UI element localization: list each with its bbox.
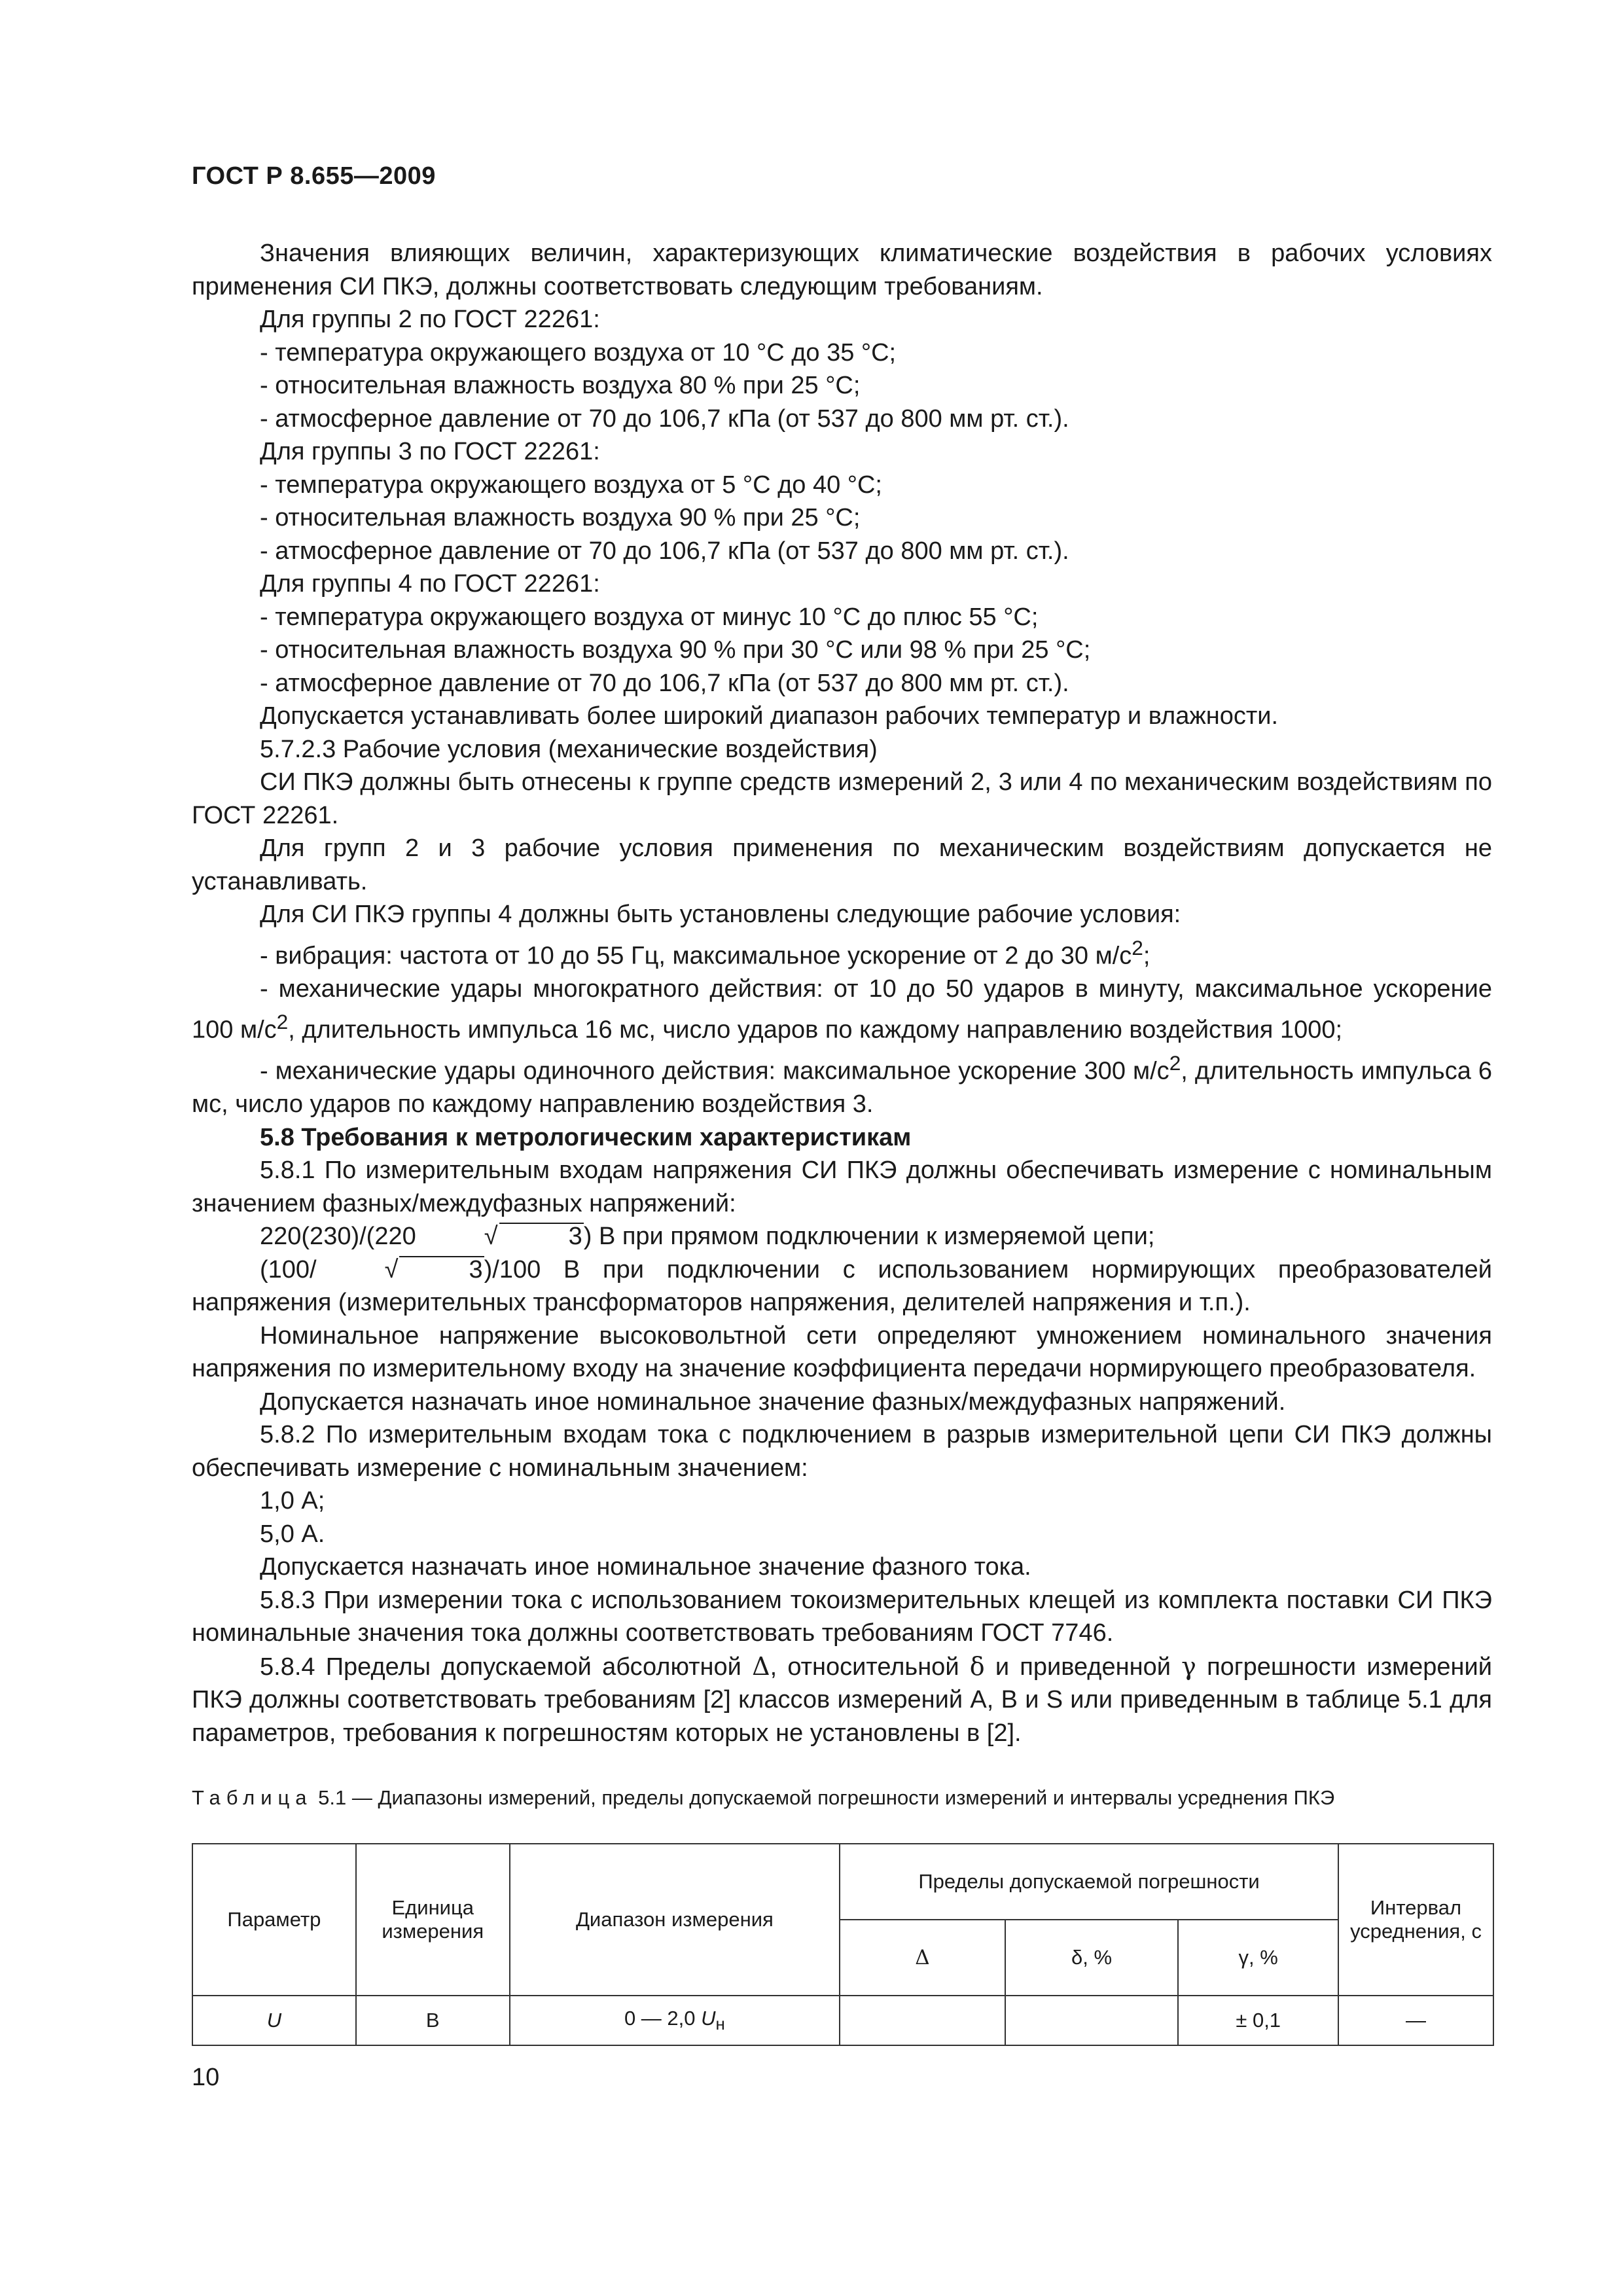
header-red: γ, % bbox=[1178, 1920, 1338, 1996]
paragraph bbox=[192, 1650, 1492, 1750]
paragraph: Допускается устанавливать более широкий диапазон рабочих температур и влажности. bbox=[260, 702, 1279, 730]
list-item: - атмосферное давление от 70 до 106,7 кПа (от 537 до 800 мм рт. ст.). bbox=[260, 404, 1069, 433]
gamma-symbol: γ bbox=[1181, 1651, 1196, 1681]
range-text: 0 — 2,0 bbox=[624, 2006, 702, 2030]
cell-param: U bbox=[192, 1996, 356, 2045]
text-span: )/100 В при подключении с использованием нормирующих преобразователей напряжения (измерительных трансформаторов напряжения, делителей напряжения и т.п.). bbox=[192, 1255, 1492, 1317]
section-heading: 5.8 Требования к метрологическим характеристикам bbox=[260, 1123, 912, 1151]
list-item bbox=[192, 931, 1492, 973]
sqrt-sign: √ bbox=[384, 1255, 399, 1283]
section-heading: 5.7.2.3 Рабочие условия (механические воздействия) bbox=[260, 735, 878, 763]
text-span: ; bbox=[1143, 942, 1150, 970]
text-span: - механические удары одиночного действия: максимальное ускорение 300 м/с bbox=[260, 1057, 1169, 1085]
table-row bbox=[192, 1996, 1493, 2045]
header-param: Параметр bbox=[192, 1844, 356, 1996]
list-item: 1,0 А; bbox=[260, 1487, 325, 1515]
list-item: - атмосферное давление от 70 до 106,7 кПа (от 537 до 800 мм рт. ст.). bbox=[260, 537, 1069, 565]
list-item: - температура окружающего воздуха от 10 °С до 35 °С; bbox=[260, 338, 897, 367]
paragraph bbox=[192, 1220, 1492, 1253]
header-unit: Единица измерения bbox=[356, 1844, 510, 1996]
header-abs: Δ bbox=[840, 1920, 1005, 1996]
cell-range bbox=[510, 1996, 840, 2045]
text-span: , длительность импульса 6 мс, число ударов по каждому направлению воздействия 3. bbox=[192, 1057, 1492, 1119]
list-item: - температура окружающего воздуха от 5 °С до 40 °С; bbox=[260, 471, 882, 499]
document-header: ГОСТ Р 8.655—2009 bbox=[192, 162, 436, 190]
caption-text: 5.1 — Диапазоны измерений, пределы допускаемой погрешности измерений и интервалы усреднения ПКЭ bbox=[312, 1786, 1335, 1809]
text-span: 220(230)/(220 bbox=[260, 1223, 416, 1251]
text-span: (100/ bbox=[260, 1255, 317, 1283]
paragraph: Для групп 2 и 3 рабочие условия применения по механическим воздействиям допускается не устанавливать. bbox=[192, 834, 1492, 895]
text-span: погрешности измерений ПКЭ должны соответствовать требованиям [2] классов измерений А, В и S или приведенным в таблице 5.1 для параметров, требования к погрешностям которых не установлены в [2]. bbox=[192, 1653, 1492, 1747]
range-symbol: U bbox=[701, 2006, 716, 2030]
cell-interval: — bbox=[1338, 1996, 1493, 2045]
header-rel: δ, % bbox=[1005, 1920, 1179, 1996]
list-item: - относительная влажность воздуха 80 % при 25 °С; bbox=[260, 372, 861, 399]
caption-label: Таблица bbox=[192, 1786, 313, 1809]
paragraph: СИ ПКЭ должны быть отнесены к группе средств измерений 2, 3 или 4 по механическим воздействиям по ГОСТ 22261. bbox=[192, 768, 1492, 829]
list-item bbox=[192, 973, 1492, 1047]
group-heading: Для группы 2 по ГОСТ 22261: bbox=[260, 306, 600, 333]
paragraph: Значения влияющих величин, характеризующих климатические воздействия в рабочих условиях применения СИ ПКЭ, должны соответствовать следующим требованиям. bbox=[192, 240, 1492, 300]
paragraph: 5.8.1 По измерительным входам напряжения СИ ПКЭ должны обеспечивать измерение с номинальным значением фазных/междуфазных напряжений: bbox=[192, 1157, 1492, 1217]
text-span: , относительной bbox=[770, 1653, 970, 1681]
radicand: 3 bbox=[399, 1256, 484, 1282]
cell-unit: В bbox=[356, 1996, 510, 2045]
paragraph: Допускается назначать иное номинальное значение фазного тока. bbox=[260, 1553, 1031, 1581]
list-item: - относительная влажность воздуха 90 % при 30 °С или 98 % при 25 °С; bbox=[260, 636, 1091, 664]
sqrt-expression bbox=[416, 1220, 584, 1253]
list-item bbox=[192, 1047, 1492, 1121]
text-span: , длительность импульса 16 мс, число ударов по каждому направлению воздействия 1000; bbox=[288, 1016, 1343, 1044]
cell-rel bbox=[1005, 1996, 1179, 2045]
text-span: - вибрация: частота от 10 до 55 Гц, максимальное ускорение от 2 до 30 м/с bbox=[260, 942, 1132, 970]
paragraph: Для СИ ПКЭ группы 4 должны быть установлены следующие рабочие условия: bbox=[260, 901, 1181, 928]
list-item: - относительная влажность воздуха 90 % при 25 °С; bbox=[260, 504, 861, 531]
range-subscript: н bbox=[715, 2015, 725, 2034]
radicand: 3 bbox=[499, 1223, 584, 1249]
data-table bbox=[192, 1843, 1494, 2046]
body-text bbox=[192, 237, 1492, 1749]
list-item: 5,0 А. bbox=[260, 1520, 325, 1548]
delta-symbol: Δ bbox=[752, 1651, 770, 1681]
header-interval: Интервал усреднения, с bbox=[1338, 1844, 1493, 1996]
paragraph bbox=[192, 1253, 1492, 1319]
group-heading: Для группы 4 по ГОСТ 22261: bbox=[260, 570, 600, 598]
header-range: Диапазон измерения bbox=[510, 1844, 840, 1996]
text-span: ) В при прямом подключении к измеряемой цепи; bbox=[583, 1223, 1155, 1251]
superscript: 2 bbox=[1169, 1051, 1181, 1075]
table-caption bbox=[192, 1785, 1494, 1810]
group-heading: Для группы 3 по ГОСТ 22261: bbox=[260, 438, 600, 465]
text-span: - механические удары многократного действия: от 10 до 50 ударов в минуту, максимальное ускорение 100 м/с bbox=[192, 975, 1492, 1044]
cell-red: ± 0,1 bbox=[1178, 1996, 1338, 2045]
page-number: 10 bbox=[192, 2064, 220, 2091]
list-item: - атмосферное давление от 70 до 106,7 кПа (от 537 до 800 мм рт. ст.). bbox=[260, 669, 1069, 697]
paragraph: 5.8.3 При измерении тока с использованием токоизмерительных клещей из комплекта поставки СИ ПКЭ номинальные значения тока должны соответствовать требованиям ГОСТ 7746. bbox=[192, 1586, 1492, 1647]
superscript: 2 bbox=[276, 1010, 289, 1034]
sqrt-sign: √ bbox=[484, 1223, 498, 1251]
cell-abs bbox=[840, 1996, 1005, 2045]
sqrt-expression bbox=[317, 1253, 484, 1287]
superscript: 2 bbox=[1132, 935, 1143, 960]
paragraph: Номинальное напряжение высоковольтной сети определяют умножением номинального значения напряжения по измерительному входу на значение коэффициента передачи нормирующего преобразователя. bbox=[192, 1321, 1492, 1383]
list-item: - температура окружающего воздуха от минус 10 °С до плюс 55 °С; bbox=[260, 603, 1039, 631]
text-span: 5.8.4 Пределы допускаемой абсолютной bbox=[260, 1653, 753, 1681]
paragraph: 5.8.2 По измерительным входам тока с подключением в разрыв измерительной цепи СИ ПКЭ должны обеспечивать измерение с номинальным значением: bbox=[192, 1421, 1492, 1482]
small-delta-symbol: δ bbox=[969, 1651, 985, 1681]
text-span: и приведенной bbox=[984, 1653, 1182, 1681]
paragraph: Допускается назначать иное номинальное значение фазных/междуфазных напряжений. bbox=[260, 1388, 1286, 1416]
header-limits: Пределы допускаемой погрешности bbox=[840, 1844, 1338, 1920]
